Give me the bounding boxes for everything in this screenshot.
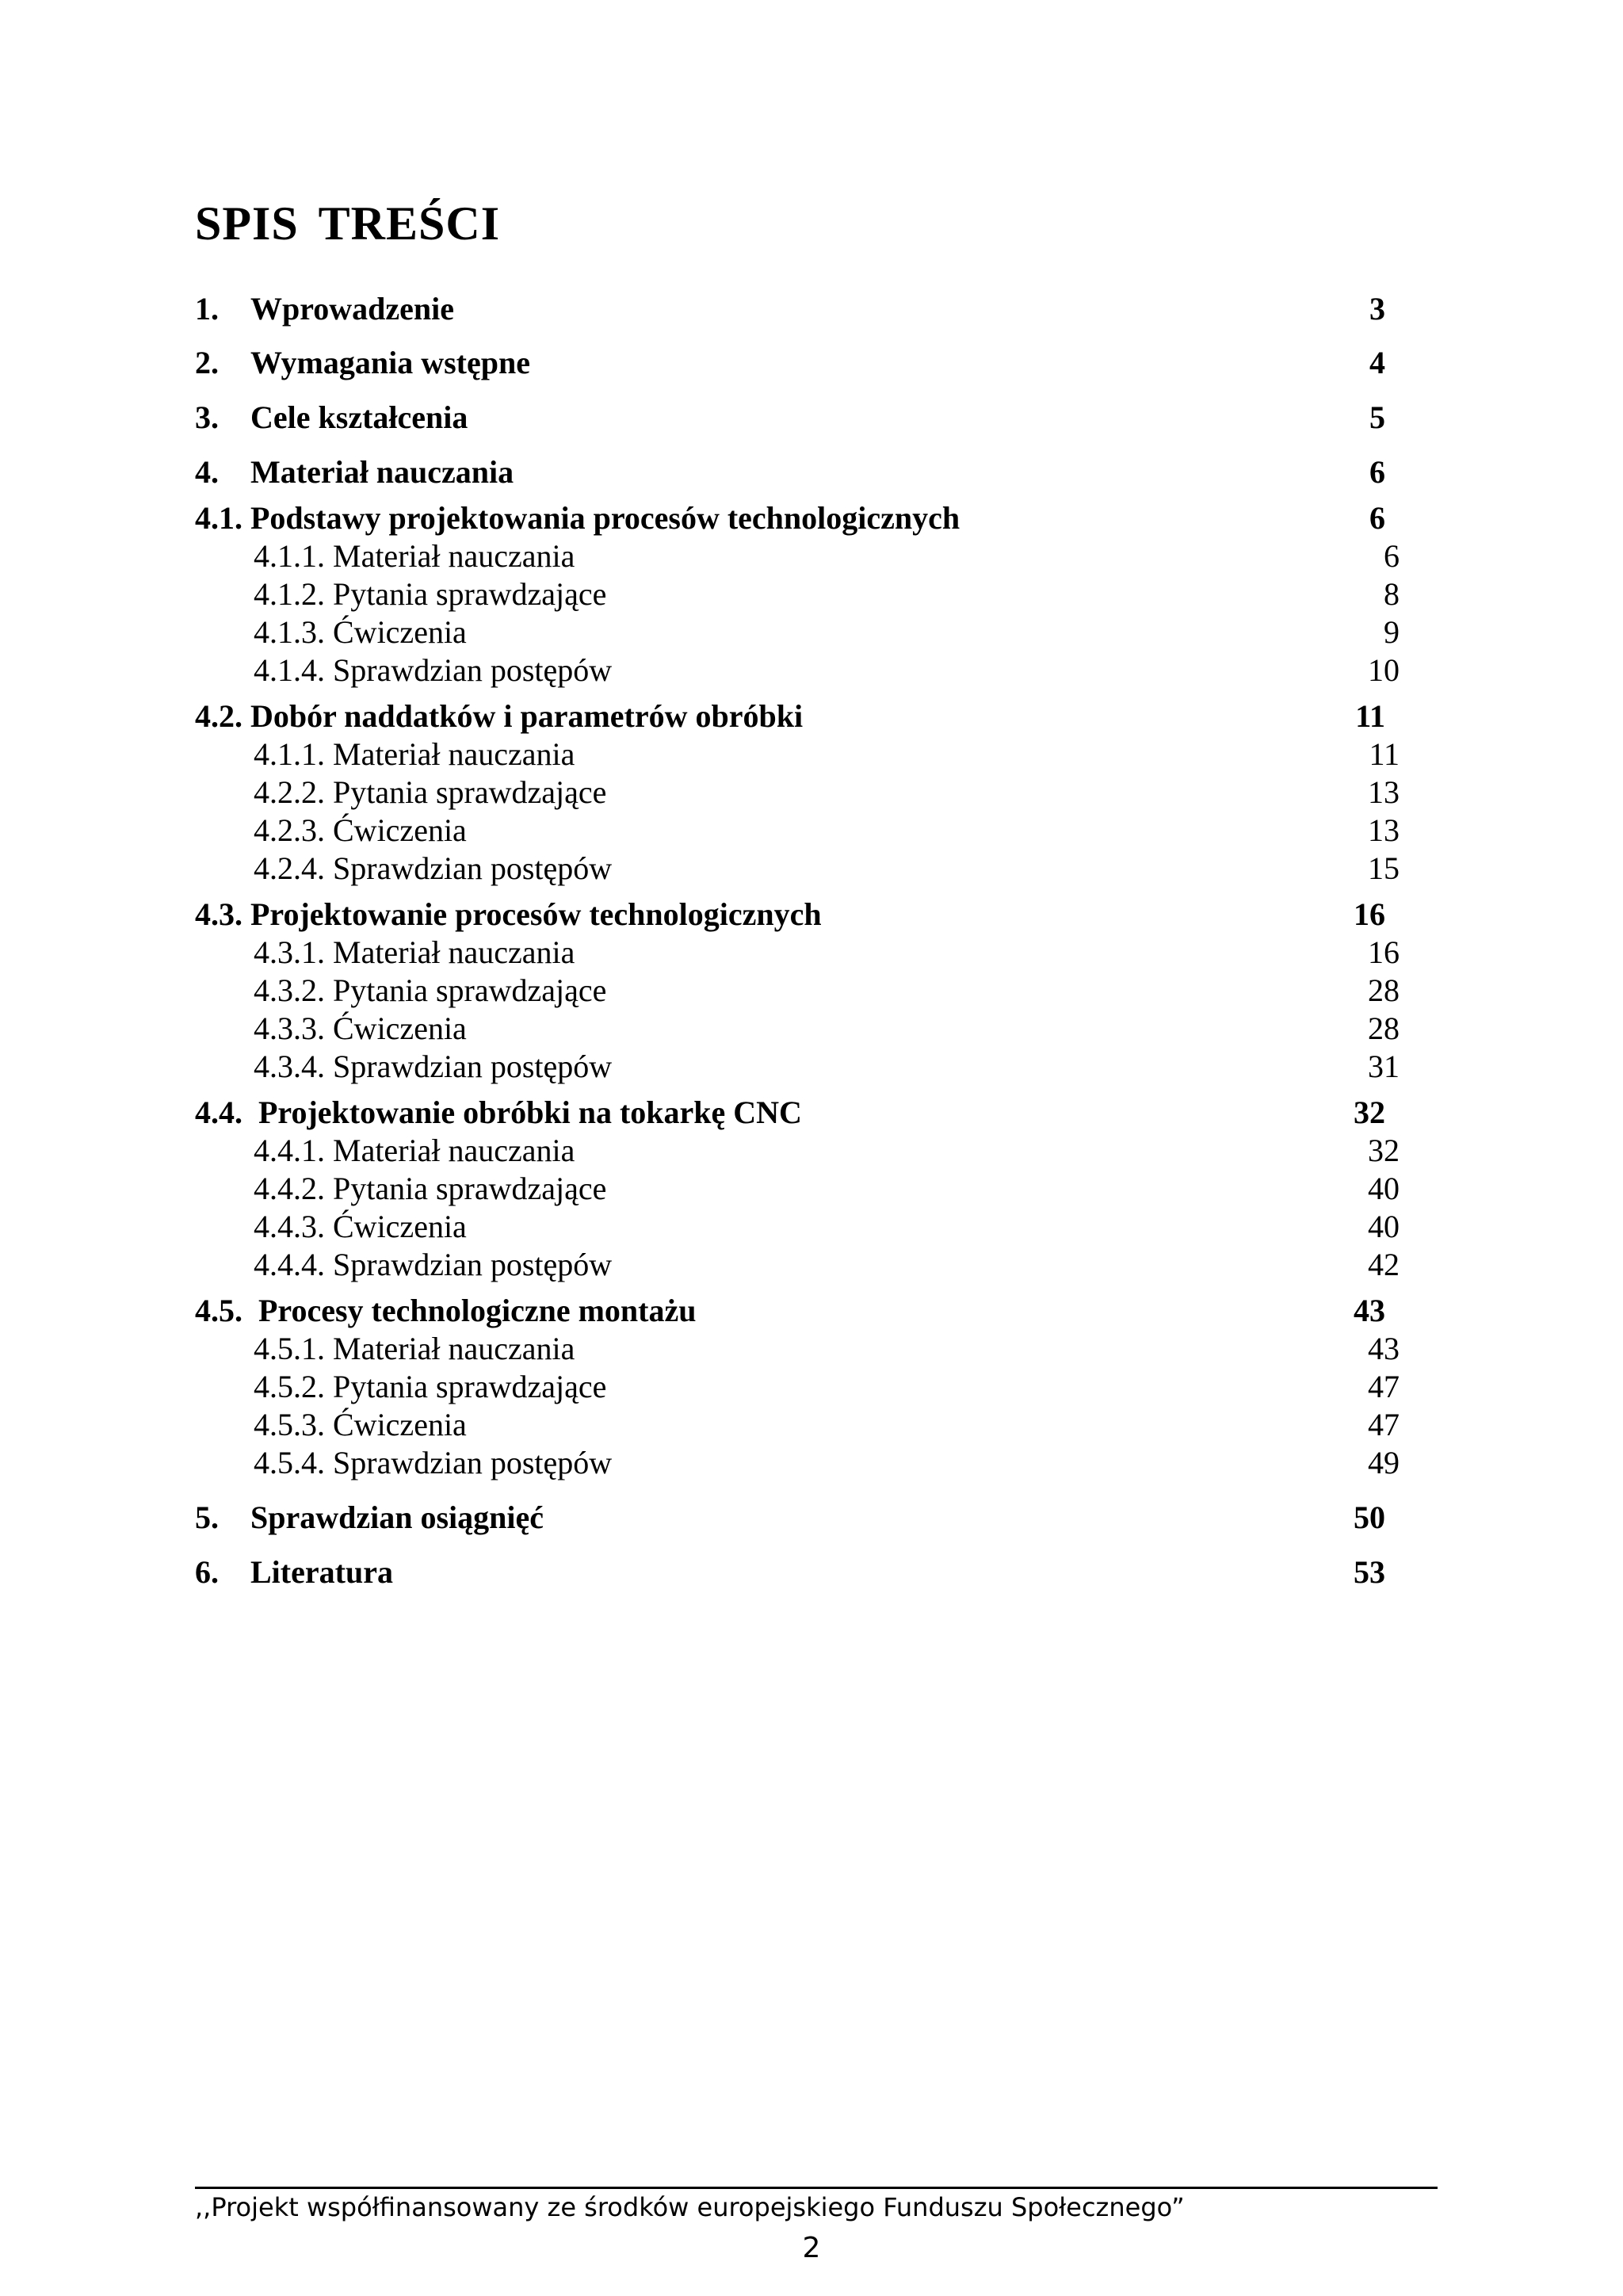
footer-divider — [195, 2187, 1438, 2189]
toc-entry-page: 31 — [1368, 1049, 1400, 1084]
toc-section-label: 4.3. Projektowanie procesów technologicznych — [195, 896, 822, 932]
toc-entry-page: 10 — [1368, 652, 1400, 688]
toc-subsection-4-3-3[interactable] — [195, 1010, 1400, 1048]
toc-subsection-4-5-3[interactable] — [195, 1406, 1400, 1444]
toc-entry-page: 16 — [1354, 896, 1385, 932]
toc-subsection-label: 4.5.3. Ćwiczenia — [254, 1407, 467, 1442]
toc-subsection-4-5-1[interactable] — [195, 1330, 1400, 1368]
footer-funding-note: ,,Projekt współfinansowany ze środków europejskiego Funduszu Społecznego” — [195, 2192, 1185, 2222]
toc-entry-page: 53 — [1354, 1554, 1385, 1590]
toc-subsection-4-4-1[interactable] — [195, 1132, 1400, 1170]
toc-entry-label: Literatura — [250, 1554, 393, 1590]
toc-subsection-label: 4.2.2. Pytania sprawdzające — [254, 774, 607, 810]
toc-subsection-4-3-4[interactable] — [195, 1048, 1400, 1086]
toc-subsection-label: 4.1.1. Materiał nauczania — [254, 736, 575, 772]
toc-subsection-label: 4.5.4. Sprawdzian postępów — [254, 1445, 613, 1480]
toc-entry-page: 6 — [1369, 500, 1385, 536]
toc-subsection-label: 4.3.4. Sprawdzian postępów — [254, 1049, 613, 1084]
toc-entry-page: 40 — [1368, 1171, 1400, 1206]
toc-subsection-4-5-4[interactable] — [195, 1444, 1400, 1482]
toc-subsection-label: 4.2.3. Ćwiczenia — [254, 812, 467, 848]
table-of-contents — [195, 0, 1400, 1664]
toc-entry-number: 3. — [195, 399, 219, 435]
toc-entry-page: 13 — [1368, 774, 1400, 810]
toc-subsection-4-2-2[interactable] — [195, 774, 1400, 812]
toc-entry-6[interactable] — [195, 1553, 1400, 1591]
toc-entry-page: 32 — [1354, 1095, 1385, 1130]
toc-entry-label: Cele kształcenia — [250, 399, 468, 435]
toc-subsection-label: 4.1.3. Ćwiczenia — [254, 614, 467, 650]
toc-subsection-4-2-4[interactable] — [195, 850, 1400, 888]
toc-entry-page: 6 — [1384, 538, 1400, 574]
toc-entry-page: 9 — [1384, 614, 1400, 650]
toc-subsection-4-5-2[interactable] — [195, 1368, 1400, 1406]
toc-section-label: 4.1. Podstawy projektowania procesów technologicznych — [195, 500, 960, 536]
toc-subsection-4-3-2[interactable] — [195, 972, 1400, 1010]
toc-subsection-label: 4.3.2. Pytania sprawdzające — [254, 972, 607, 1008]
toc-subsection-label: 4.4.3. Ćwiczenia — [254, 1209, 467, 1244]
toc-entry-page: 43 — [1368, 1331, 1400, 1366]
toc-entry-page: 13 — [1368, 812, 1400, 848]
toc-subsection-4-2-3[interactable] — [195, 812, 1400, 850]
toc-entry-page: 16 — [1368, 934, 1400, 970]
toc-entry-5[interactable] — [195, 1499, 1400, 1537]
toc-subsection-4-1-1[interactable] — [195, 537, 1400, 575]
toc-section-4-4[interactable] — [195, 1094, 1400, 1132]
toc-entry-page: 8 — [1384, 576, 1400, 612]
toc-entry-1[interactable] — [195, 290, 1400, 328]
toc-section-label: 4.2. Dobór naddatków i parametrów obróbki — [195, 698, 804, 734]
toc-entry-number: 4. — [195, 454, 219, 490]
toc-entry-page: 11 — [1369, 736, 1400, 772]
toc-subsection-4-4-3[interactable] — [195, 1208, 1400, 1246]
toc-section-label: 4.5. Procesy technologiczne montażu — [195, 1293, 697, 1328]
toc-entry-number: 2. — [195, 345, 219, 380]
toc-subsection-4-2-1[interactable] — [195, 735, 1400, 774]
toc-entry-page: 32 — [1368, 1133, 1400, 1168]
toc-subsection-4-3-1[interactable] — [195, 934, 1400, 972]
toc-subsection-4-1-4[interactable] — [195, 651, 1400, 690]
toc-section-label: 4.4. Projektowanie obróbki na tokarkę CNC — [195, 1095, 802, 1130]
toc-entry-page: 40 — [1368, 1209, 1400, 1244]
toc-entry-3[interactable] — [195, 399, 1400, 437]
toc-subsection-4-4-2[interactable] — [195, 1170, 1400, 1208]
toc-entry-page: 42 — [1368, 1247, 1400, 1282]
toc-subsection-label: 4.1.4. Sprawdzian postępów — [254, 652, 613, 688]
toc-subsection-label: 4.4.4. Sprawdzian postępów — [254, 1247, 613, 1282]
toc-entry-page: 50 — [1354, 1499, 1385, 1535]
toc-entry-label: Wymagania wstępne — [250, 345, 530, 380]
toc-entry-number: 5. — [195, 1499, 219, 1535]
toc-entry-page: 4 — [1369, 345, 1385, 380]
toc-section-4-5[interactable] — [195, 1292, 1400, 1330]
toc-subsection-label: 4.3.3. Ćwiczenia — [254, 1010, 467, 1046]
toc-subsection-label: 4.1.2. Pytania sprawdzające — [254, 576, 607, 612]
toc-subsection-4-1-3[interactable] — [195, 613, 1400, 651]
toc-entry-page: 43 — [1354, 1293, 1385, 1328]
toc-subsection-label: 4.1.1. Materiał nauczania — [254, 538, 575, 574]
toc-entry-label: Wprowadzenie — [250, 291, 455, 327]
toc-entry-page: 6 — [1369, 454, 1385, 490]
toc-entry-page: 28 — [1368, 972, 1400, 1008]
toc-entry-number: 6. — [195, 1554, 219, 1590]
toc-subsection-label: 4.5.1. Materiał nauczania — [254, 1331, 575, 1366]
toc-entry-page: 11 — [1355, 698, 1385, 734]
toc-subsection-label: 4.2.4. Sprawdzian postępów — [254, 850, 613, 886]
toc-entry-4[interactable] — [195, 453, 1400, 491]
toc-entry-page: 3 — [1369, 291, 1385, 327]
toc-entry-page: 28 — [1368, 1010, 1400, 1046]
toc-section-4-2[interactable] — [195, 697, 1400, 735]
toc-section-4-1[interactable] — [195, 499, 1400, 537]
toc-subsection-label: 4.5.2. Pytania sprawdzające — [254, 1369, 607, 1404]
toc-entry-2[interactable] — [195, 344, 1400, 382]
toc-subsection-label: 4.3.1. Materiał nauczania — [254, 934, 575, 970]
toc-entry-page: 5 — [1369, 399, 1385, 435]
toc-entry-label: Materiał nauczania — [250, 454, 514, 490]
toc-entry-number: 1. — [195, 291, 219, 327]
page-number: 2 — [802, 2232, 821, 2264]
toc-entry-label: Sprawdzian osiągnięć — [250, 1499, 544, 1535]
toc-entry-page: 47 — [1368, 1369, 1400, 1404]
toc-subsection-label: 4.4.2. Pytania sprawdzające — [254, 1171, 607, 1206]
toc-entry-page: 15 — [1368, 850, 1400, 886]
toc-section-4-3[interactable] — [195, 896, 1400, 934]
toc-subsection-label: 4.4.1. Materiał nauczania — [254, 1133, 575, 1168]
toc-subsection-4-1-2[interactable] — [195, 575, 1400, 613]
toc-entry-page: 47 — [1368, 1407, 1400, 1442]
toc-entry-page: 49 — [1368, 1445, 1400, 1480]
page-title: SPIS TREŚCI — [195, 197, 501, 250]
toc-subsection-4-4-4[interactable] — [195, 1246, 1400, 1284]
